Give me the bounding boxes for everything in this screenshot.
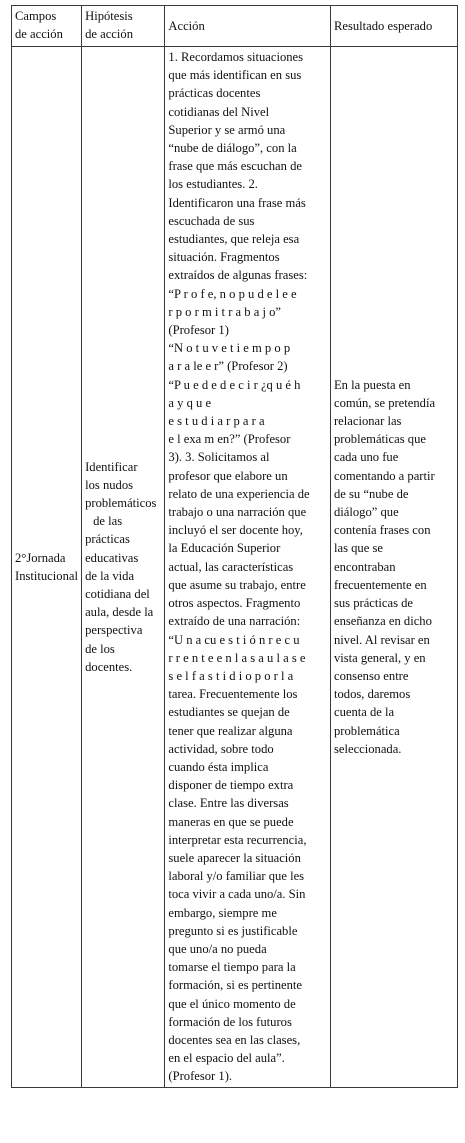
resultado-line: contenía frases con: [333, 523, 431, 538]
accion-line: formación, si es pertinente: [168, 978, 302, 993]
accion-line: que el único momento de: [168, 996, 296, 1011]
accion-line: “P u e d e d e c i r ¿q u é h: [168, 377, 301, 392]
header-campos-line: de acción: [15, 27, 63, 42]
header-campos-line: Campos: [15, 9, 57, 23]
resultado-line: vista general, y en: [333, 650, 426, 665]
resultado-line: diálogo” que: [333, 505, 399, 520]
accion-line: interpretar esta recurrencia,: [168, 832, 307, 847]
accion-line: (Profesor 1): [168, 323, 229, 338]
accion-line: s e l f a s t i d i o p o r l a: [168, 668, 294, 683]
accion-line: suele aparecer la situación: [168, 850, 301, 865]
accion-line: “U n a cu e s t i ó n r e c u: [168, 632, 300, 647]
accion-line: cuando ésta implica: [168, 759, 269, 774]
hipotesis-line: cotidiana del: [85, 586, 150, 601]
accion-line: 1. Recordamos situaciones: [168, 50, 304, 64]
resultado-line: problemática: [333, 723, 400, 738]
resultado-line: enseñanza en dicho: [333, 614, 432, 629]
header-hipotesis: [82, 6, 165, 47]
resultado-line: las que se: [333, 541, 383, 556]
header-resultado: Resultado esperado: [330, 6, 457, 47]
campos-line: Institucional: [15, 568, 78, 583]
hipotesis-line: los nudos: [85, 477, 134, 492]
accion-line: Identificaron una frase más: [168, 195, 306, 210]
resultado-line: sus prácticas de: [333, 596, 414, 611]
hipotesis-line: de la vida: [85, 568, 135, 583]
accion-line: estudiantes, que releja esa: [168, 232, 300, 247]
accion-line: “P r o f e, n o p u d e l e e: [168, 286, 297, 301]
resultado-line: común, se pretendía: [333, 395, 436, 410]
resultado-line: En la puesta en: [333, 377, 411, 392]
header-hipotesis-line: de acción: [85, 27, 133, 42]
accion-line: formación de los futuros: [168, 1014, 292, 1029]
accion-line: relato de una experiencia de: [168, 486, 310, 501]
accion-line: maneras en que se puede: [168, 814, 294, 829]
header-accion: Acción: [165, 6, 331, 47]
accion-line: que más identifican en sus: [168, 68, 302, 83]
accion-line: pregunto si es justificable: [168, 923, 298, 938]
accion-line: la Educación Superior: [168, 541, 281, 556]
accion-line: estudiantes se quejan de: [168, 705, 290, 720]
hipotesis-line: de las: [93, 514, 123, 529]
accion-line: disponer de tiempo extra: [168, 778, 294, 793]
hipotesis-line: perspectiva: [85, 623, 143, 638]
header-campos: [12, 6, 82, 47]
table-row: [12, 47, 458, 1088]
accion-line: que uno/a no pueda: [168, 941, 267, 956]
accion-line: extraído de una narración:: [168, 614, 301, 629]
accion-line: tener que realizar alguna: [168, 723, 293, 738]
accion-line: toca vivir a cada uno/a. Sin: [168, 887, 306, 902]
cell-accion: [165, 47, 331, 1088]
resultado-line: todos, daremos: [333, 687, 411, 702]
cell-hipotesis: [82, 47, 165, 1088]
hipotesis-line: aula, desde la: [85, 605, 154, 620]
campos-line: 2°Jornada: [15, 550, 66, 565]
action-plan-table: [11, 5, 458, 1088]
accion-line: prácticas docentes: [168, 86, 261, 101]
accion-line: trabajo o una narración que: [168, 505, 307, 520]
accion-line: otros aspectos. Fragmento: [168, 596, 301, 611]
accion-line: profesor que elabore un: [168, 468, 288, 483]
resultado-line: frecuentemente en: [333, 577, 427, 592]
accion-line: r p o r m i t r a b a j o”: [168, 304, 282, 319]
hipotesis-line: Identificar: [85, 459, 138, 474]
resultado-line: relacionar las: [333, 414, 402, 429]
accion-line: “nube de diálogo”, con la: [168, 141, 297, 156]
resultado-line: comentando a partir: [333, 468, 435, 483]
accion-line: en el espacio del aula”.: [168, 1051, 285, 1066]
resultado-line: problemáticas que: [333, 432, 426, 447]
accion-line: extraídos de algunas frases:: [168, 268, 308, 283]
accion-line: laboral y/o familiar que les: [168, 869, 305, 884]
accion-line: escuchada de sus: [168, 213, 255, 228]
accion-line: 3). 3. Solicitamos al: [168, 450, 270, 465]
accion-line: frase que más escuchan de: [168, 159, 302, 174]
hipotesis-line: problemáticos: [85, 495, 157, 510]
accion-line: docentes sea en las clases,: [168, 1032, 301, 1047]
accion-line: los estudiantes. 2.: [168, 177, 258, 192]
cell-resultado: [330, 47, 457, 1088]
accion-line: actividad, sobre todo: [168, 741, 274, 756]
header-hipotesis-line: Hipótesis: [85, 9, 133, 23]
resultado-line: encontraban: [333, 559, 396, 574]
accion-line: que asume su trabajo, entre: [168, 577, 306, 592]
accion-line: actual, las características: [168, 559, 294, 574]
hipotesis-line: docentes.: [85, 659, 133, 674]
accion-line: tarea. Frecuentemente los: [168, 687, 298, 702]
accion-line: clase. Entre las diversas: [168, 796, 289, 811]
accion-line: tomarse el tiempo para la: [168, 960, 296, 975]
accion-line: Superior y se armó una: [168, 122, 286, 137]
accion-line: embargo, siempre me: [168, 905, 277, 920]
accion-line: (Profesor 1).: [168, 1069, 233, 1084]
resultado-line: seleccionada.: [333, 741, 402, 756]
resultado-line: de su “nube de: [333, 486, 409, 501]
accion-line: a r a le e r” (Profesor 2): [168, 359, 288, 374]
accion-line: e s t u d i a r p a r a: [168, 414, 265, 429]
resultado-line: cada uno fue: [333, 450, 399, 465]
accion-line: e l exa m en?” (Profesor: [168, 432, 291, 447]
hipotesis-line: prácticas: [85, 532, 130, 547]
table-header-row: [12, 6, 458, 47]
accion-line: incluyó el ser docente hoy,: [168, 523, 303, 538]
accion-line: a y q u e: [168, 395, 212, 410]
resultado-line: consenso entre: [333, 668, 409, 683]
resultado-line: nivel. Al revisar en: [333, 632, 430, 647]
cell-campos: [12, 47, 82, 1088]
accion-line: “N o t u v e t i e m p o p: [168, 341, 291, 356]
resultado-line: cuenta de la: [333, 705, 395, 720]
accion-line: situación. Fragmentos: [168, 250, 280, 265]
hipotesis-line: de los: [85, 641, 115, 656]
accion-line: r r e n t e e n l a s a u l a s e: [168, 650, 306, 665]
hipotesis-line: educativas: [85, 550, 139, 565]
accion-line: cotidianas del Nivel: [168, 104, 270, 119]
